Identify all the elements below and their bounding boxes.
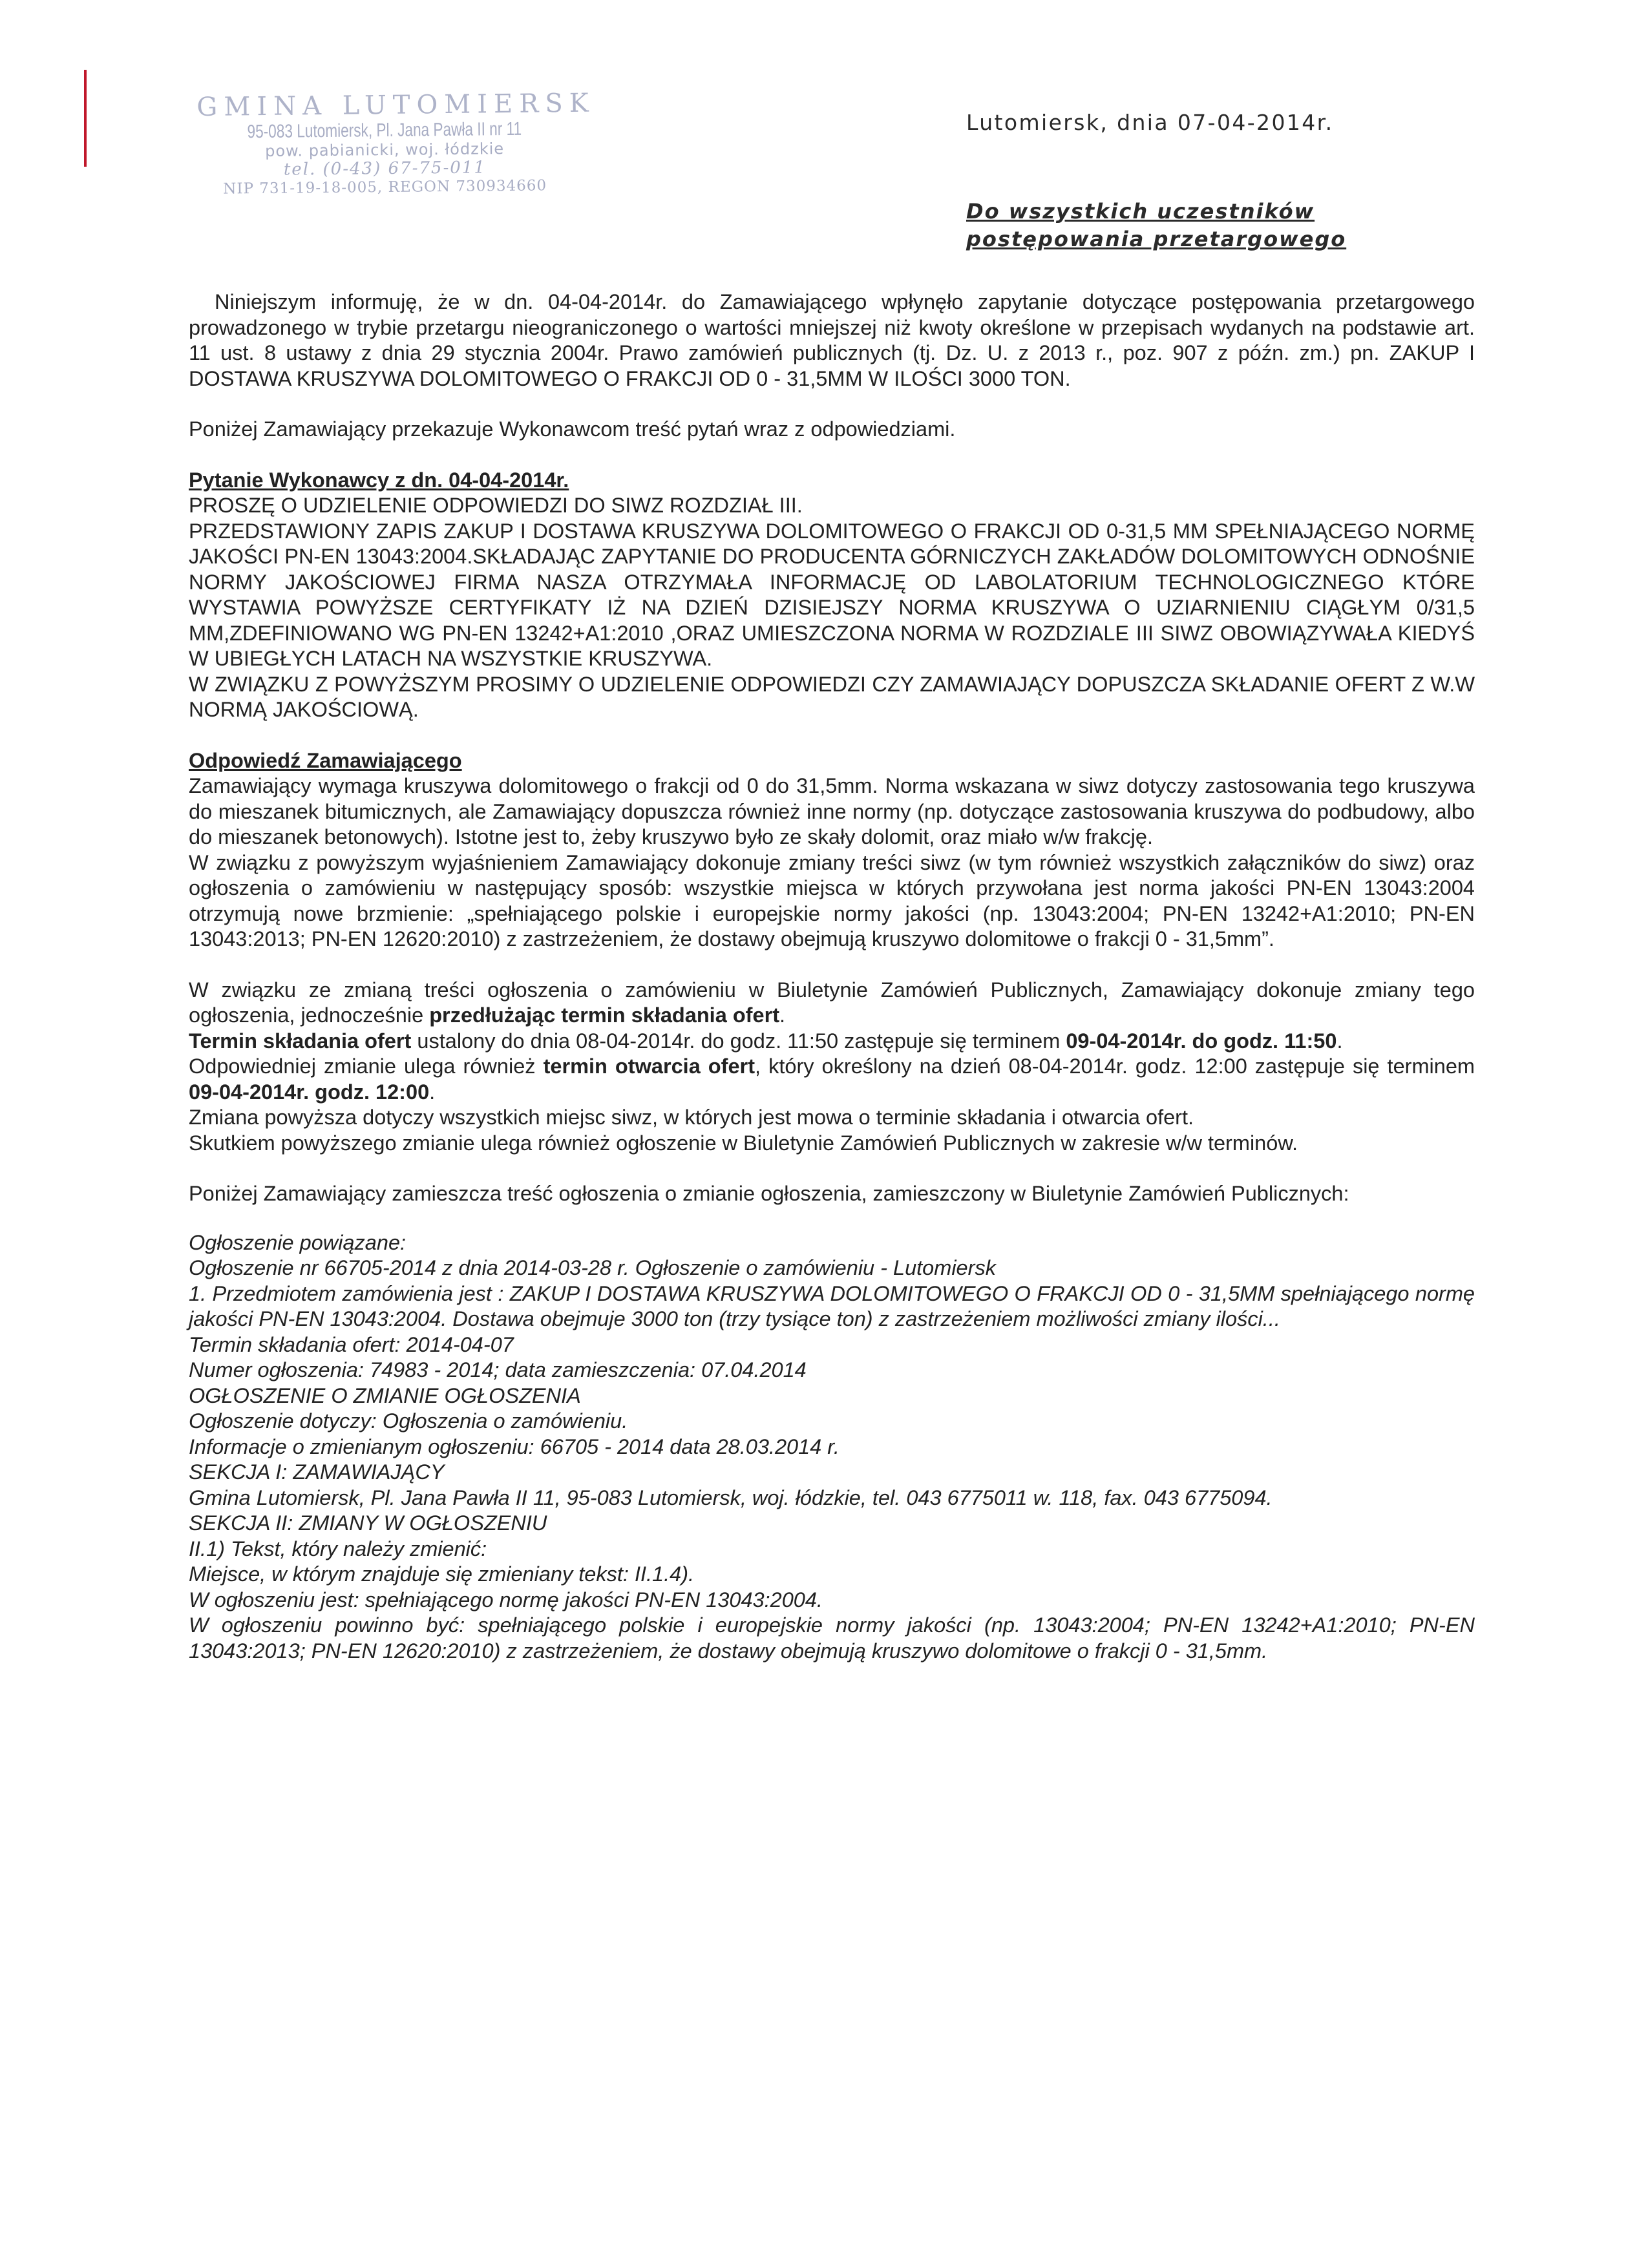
change-paragraph: Skutkiem powyższego zmianie ulega również ogłoszenie w Biuletynie Zamówień Publicznych w zakresie w/w terminów. xyxy=(189,1131,1298,1155)
margin-mark xyxy=(84,70,87,167)
text-span: . xyxy=(1336,1029,1343,1053)
notice-line: 1. Przedmiotem zamówienia jest : ZAKUP I DOSTAWA KRUSZYWA DOLOMITOWEGO O FRAKCJI OD 0 - 31,5MM spełniającego normę jakości PN-EN 13043:2004. Dostawa obejmuje 3000 ton (trzy tysiące ton) z zastrzeżeniem możliwości zmiany ilości... xyxy=(189,1281,1475,1330)
bold-span: Termin składania ofert xyxy=(189,1029,412,1053)
notice-line: Informacje o zmienianym ogłoszeniu: 66705 - 2014 data 28.03.2014 r. xyxy=(189,1434,840,1458)
text-span: . xyxy=(779,1003,786,1027)
stamp-line: tel. (0-43) 67-75-011 xyxy=(283,158,487,180)
office-stamp xyxy=(196,88,595,198)
notice-line: Miejsce, w którym znajduje się zmieniany tekst: II.1.4). xyxy=(189,1562,695,1586)
notice-line: Gmina Lutomiersk, Pl. Jana Pawła II 11, 95-083 Lutomiersk, woj. łódzkie, tel. 043 6775011 w. 118, fax. 043 6775094. xyxy=(189,1486,1273,1509)
notice-line: SEKCJA I: ZAMAWIAJĄCY xyxy=(189,1460,445,1484)
bold-span: termin otwarcia ofert xyxy=(543,1055,755,1078)
text-span: . xyxy=(429,1080,436,1104)
notice-line: Ogłoszenie powiązane: xyxy=(189,1230,407,1254)
answer-paragraph: Zamawiający wymaga kruszywa dolomitowego o frakcji od 0 do 31,5mm. Norma wskazana w siwz dotyczy zastosowania tego kruszywa do mieszanek bitumicznych, ale Zamawiający dopuszcza również inne normy (np. dotyczące zastosowania kruszywa do podbudowy, albo do mieszanek betonowych). Istotne jest to, żeby kruszywo było ze skały dolomit, oraz miało w/w frakcję. xyxy=(189,774,1475,848)
stamp-line: NIP 731-19-18-005, REGON 730934660 xyxy=(223,177,547,198)
notice-intro: Poniżej Zamawiający zamieszcza treść ogłoszenia o zmianie ogłoszenia, zamieszczony w Biuletynie Zamówień Publicznych: xyxy=(189,1182,1349,1205)
question-line: W ZWIĄZKU Z POWYŻSZYM PROSIMY O UDZIELENIE ODPOWIEDZI CZY ZAMAWIAJĄCY DOPUSZCZA SKŁADANIE OFERT Z W.W NORMĄ JAKOŚCIOWĄ. xyxy=(189,672,1475,721)
intro-paragraph: Poniżej Zamawiający przekazuje Wykonawcom treść pytań wraz z odpowiedziami. xyxy=(189,417,956,441)
notice-line: Ogłoszenie nr 66705-2014 z dnia 2014-03-28 r. Ogłoszenie o zamówieniu - Lutomiersk xyxy=(189,1256,996,1279)
notice-line: OGŁOSZENIE O ZMIANIE OGŁOSZENIA xyxy=(189,1383,581,1407)
notice-line: W ogłoszeniu jest: spełniającego normę jakości PN-EN 13043:2004. xyxy=(189,1588,823,1612)
notice-line: SEKCJA II: ZMIANY W OGŁOSZENIU xyxy=(189,1511,547,1535)
stamp-line: 95-083 Lutomiersk, Pl. Jana Pawła II nr 11 xyxy=(247,118,522,143)
addressee-line: postępowania przetargowego xyxy=(966,227,1347,252)
change-paragraph: Zmiana powyższa dotyczy wszystkich miejsc siwz, w których jest mowa o terminie składania i otwarcia ofert. xyxy=(189,1106,1194,1129)
text-span: ustalony do dnia 08-04-2014r. do godz. 11:50 zastępuje się terminem xyxy=(411,1029,1066,1053)
answer-heading: Odpowiedź Zamawiającego xyxy=(189,748,462,772)
notice-line: W ogłoszeniu powinno być: spełniającego polskie i europejskie normy jakości (np. 13043:2004; PN-EN 13242+A1:2010; PN-EN 13043:2013; PN-EN 12620:2010) z zastrzeżeniem, że dostawy obejmują kruszywo dolomitowe o frakcji 0 - 31,5mm. xyxy=(189,1613,1475,1663)
notice-line: II.1) Tekst, który należy zmienić: xyxy=(189,1537,487,1560)
answer-paragraph: W związku z powyższym wyjaśnieniem Zamawiający dokonuje zmiany treści siwz (w tym również wszystkich załączników do siwz) oraz ogłoszenia o zamówieniu w następujący sposób: wszystkie miejsca w których przywołana jest norma jakości PN-EN 13043:2004 otrzymują nowe brzmienie: „spełniającego polskie i europejskie normy jakości (np. 13043:2004; PN-EN 13242+A1:2010; PN-EN 13043:2013; PN-EN 12620:2010) z zastrzeżeniem, że dostawy obejmują kruszywo dolomitowe o frakcji 0 - 31,5mm”. xyxy=(189,850,1475,950)
stamp-line: pow. pabianicki, woj. łódzkie xyxy=(264,140,505,161)
stamp-line: GMINA LUTOMIERSK xyxy=(196,88,595,123)
letter-body xyxy=(189,289,1475,1664)
bold-span: 09-04-2014r. do godz. 11:50 xyxy=(1066,1029,1337,1053)
notice-line: Ogłoszenie dotyczy: Ogłoszenia o zamówieniu. xyxy=(189,1409,628,1433)
notice-line: Numer ogłoszenia: 74983 - 2014; data zamieszczenia: 07.04.2014 xyxy=(189,1358,807,1381)
question-line: PRZEDSTAWIONY ZAPIS ZAKUP I DOSTAWA KRUSZYWA DOLOMITOWEGO O FRAKCJI OD 0-31,5 MM SPEŁNIAJĄCEGO NORMĘ JAKOŚCI PN-EN 13043:2004.SKŁADAJĄC ZAPYTANIE DO PRODUCENTA GÓRNICZYCH ZAKŁADÓW DOLOMITOWYCH ODNOŚNIE NORMY JAKOŚCIOWEJ FIRMA NASZA OTRZYMAŁA INFORMACJĘ OD LABOLATORIUM TECHNOLOGICZNEGO KTÓRE WYSTAWIA POWYŻSZE CERTYFIKATY IŻ NA DZIEŃ DZISIEJSZY NORMA KRUSZYWA O UZIARNIENIU CIĄGŁYM 0/31,5 MM,ZDEFINIOWANO WG PN-EN 13242+A1:2010 ,ORAZ UMIESZCZONA NORMA W ROZDZIALE III SIWZ OBOWIĄZYWAŁA KIEDYŚ W UBIEGŁYCH LATACH NA WSZYSTKIE KRUSZYWA. xyxy=(189,519,1475,670)
question-heading: Pytanie Wykonawcy z dn. 04-04-2014r. xyxy=(189,468,569,492)
change-paragraph xyxy=(189,1054,1475,1105)
intro-paragraph: Niniejszym informuję, że w dn. 04-04-2014r. do Zamawiającego wpłynęło zapytanie dotyczące postępowania przetargowego prowadzonego w trybie przetargu nieograniczonego o wartości mniejszej niż kwoty określone w przepisach wydanych na podstawie art. 11 ust. 8 ustawy z dnia 29 stycznia 2004r. Prawo zamówień publicznych (tj. Dz. U. z 2013 r., poz. 907 z późn. zm.) pn. ZAKUP I DOSTAWA KRUSZYWA DOLOMITOWEGO O FRAKCJI OD 0 - 31,5MM W ILOŚCI 3000 TON. xyxy=(189,290,1475,390)
bold-span: przedłużając termin składania ofert xyxy=(429,1003,780,1027)
addressee-line: Do wszystkich uczestników xyxy=(966,199,1315,224)
bold-span: 09-04-2014r. godz. 12:00 xyxy=(189,1080,430,1104)
change-paragraph xyxy=(189,1029,1475,1055)
place-date: Lutomiersk, dnia 07-04-2014r. xyxy=(966,110,1334,135)
change-paragraph xyxy=(189,978,1475,1029)
notice-line: Termin składania ofert: 2014-04-07 xyxy=(189,1332,514,1356)
addressee xyxy=(966,198,1444,253)
text-span: , który określony na dzień 08-04-2014r. godz. 12:00 zastępuje się terminem xyxy=(755,1055,1475,1078)
text-span: Odpowiedniej zmianie ulega również xyxy=(189,1055,544,1078)
question-line: PROSZĘ O UDZIELENIE ODPOWIEDZI DO SIWZ ROZDZIAŁ III. xyxy=(189,494,803,517)
notice-quote xyxy=(189,1230,1475,1664)
text-span: W związku ze zmianą treści ogłoszenia o zamówieniu w Biuletynie Zamówień Publicznych, Zamawiający dokonuje zmiany tego ogłoszenia, jednocześnie xyxy=(189,978,1475,1027)
